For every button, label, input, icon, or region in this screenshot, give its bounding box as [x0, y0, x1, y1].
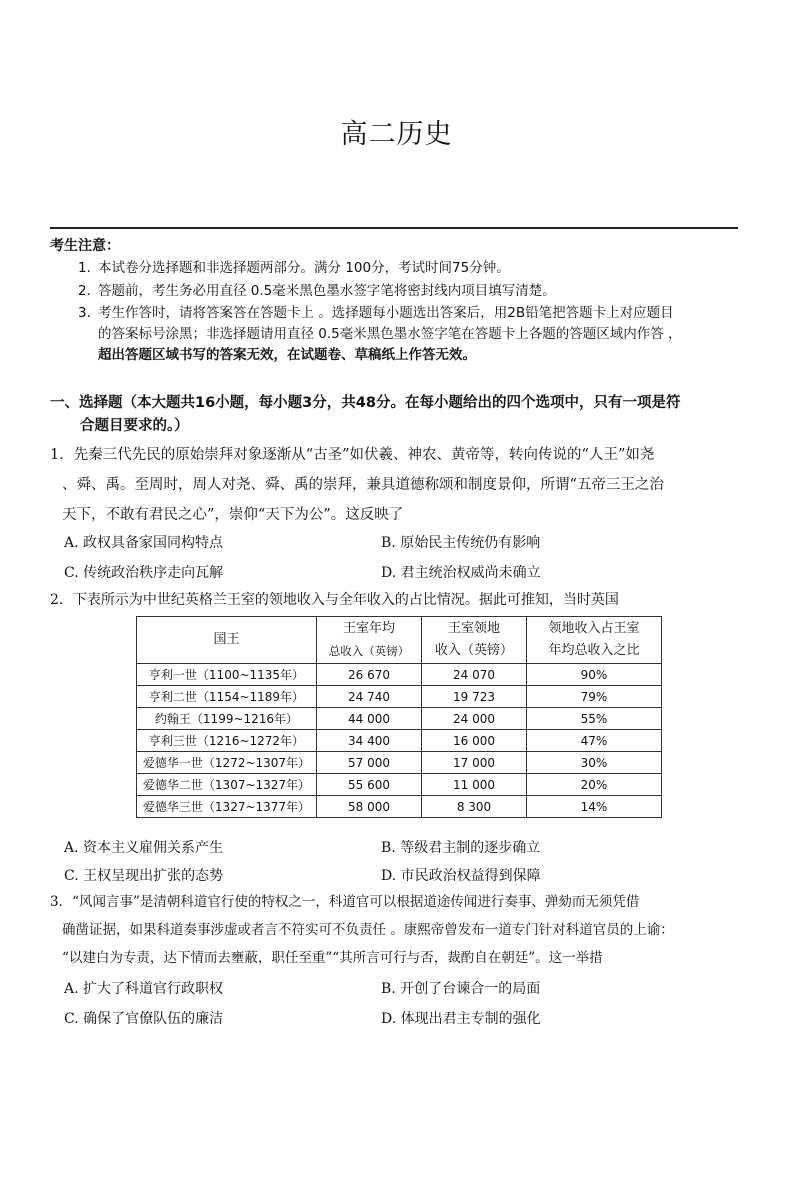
notice-num: 2． [78, 283, 101, 299]
cell-domain: 8 300 [422, 796, 527, 818]
cell-ratio: 90% [527, 664, 662, 686]
cell-king: 亨利一世（1100~1135年） [137, 664, 317, 686]
header-text: 总收入（英镑） [328, 643, 410, 658]
q2-line-1: 2．下表所示为中世纪英格兰王室的领地收入与全年收入的占比情况。据此可推知，当时英国 [50, 592, 619, 608]
notice-item-1 [78, 258, 743, 279]
q2-option-b[interactable]: B. 等级君主制的逐步确立 [381, 840, 541, 856]
cell-total: 26 670 [317, 664, 422, 686]
cell-total: 57 000 [317, 752, 422, 774]
q3-line-3: “以建白为专责，达下情而去壅蔽，职任至重”“其所言可行与否，裁酌自在朝廷”。这一举措 [62, 950, 603, 966]
cell-ratio: 30% [527, 752, 662, 774]
cell-king: 亨利二世（1154~1189年） [137, 686, 317, 708]
section-line-1: 一、选择题（本大题共16小题，每小题3分，共48分。在每小题给出的四个选项中，只有一项是符 [50, 395, 681, 411]
q3-option-d[interactable]: D. 体现出君主专制的强化 [381, 1011, 541, 1027]
question-2-stem [50, 585, 750, 615]
cell-domain: 16 000 [422, 730, 527, 752]
cell-ratio: 47% [527, 730, 662, 752]
cell-king: 爱德华三世（1327~1377年） [137, 796, 317, 818]
cell-total: 55 600 [317, 774, 422, 796]
table-row [137, 686, 662, 708]
q2-option-c[interactable]: C. 王权呈现出扩张的态势 [64, 868, 224, 884]
cell-ratio: 79% [527, 686, 662, 708]
col-header-domain [422, 617, 527, 664]
notice-item-3 [78, 303, 743, 366]
cell-total: 34 400 [317, 730, 422, 752]
cell-domain: 19 723 [422, 686, 527, 708]
col-header-ratio [527, 617, 662, 664]
cell-total: 58 000 [317, 796, 422, 818]
table-row [137, 796, 662, 818]
q3-line-1: 3．“风闻言事”是清朝科道官行使的特权之一，科道官可以根据道途传闻进行奏事、弹劾而无须凭借 [50, 894, 640, 910]
header-text: 王室领地 [447, 621, 500, 636]
cell-ratio: 20% [527, 774, 662, 796]
section-line-2: 合题目要求的。） [80, 418, 189, 434]
q2-option-d[interactable]: D. 市民政治权益得到保障 [381, 868, 541, 884]
q1-line-2: 、舜、禹。至周时，周人对尧、舜、禹的崇拜，兼具道德称颂和制度景仰，所谓“五帝三王之治 [62, 477, 664, 493]
q1-option-b[interactable]: B. 原始民主传统仍有影响 [381, 535, 541, 551]
notice-num: 1． [78, 260, 101, 276]
table-row [137, 730, 662, 752]
q1-line-3: 天下，不敢有君民之心”，崇仰“天下为公”。这反映了 [62, 507, 404, 523]
q3-line-2: 确凿证据，如果科道奏事涉虚或者言不符实可不负责任 。康熙帝曾发布一道专门针对科道官员的上谕： [62, 922, 674, 938]
notice-text: 本试卷分选择题和非选择题两部分。满分 100分，考试时间75分钟。 [98, 260, 510, 276]
cell-ratio: 14% [527, 796, 662, 818]
cell-domain: 24 000 [422, 708, 527, 730]
notice-heading: 考生注意： [50, 238, 120, 254]
col-header-king [137, 617, 317, 664]
q1-line-1: 1．先秦三代先民的原始崇拜对象逐渐从“古圣”如伏羲、神农、黄帝等，转向传说的“人王”如尧 [50, 447, 655, 463]
cell-king: 爱德华二世（1307~1327年） [137, 774, 317, 796]
revenue-table [136, 616, 662, 818]
q2-option-a[interactable]: A. 资本主义雇佣关系产生 [64, 840, 224, 856]
page-title: 高二历史 [340, 119, 453, 150]
notice-text: 考生作答时，请将答案答在答题卡上 。选择题每小题选出答案后，用2B铅笔把答题卡上对应题目 [98, 305, 674, 321]
cell-total: 24 740 [317, 686, 422, 708]
cell-total: 44 000 [317, 708, 422, 730]
notice-text-emphasis: 超出答题区域书写的答案无效，在试题卷、草稿纸上作答无效。 [98, 347, 476, 363]
question-3-stem [50, 888, 750, 972]
table-header-row [137, 617, 662, 664]
q1-option-a[interactable]: A. 政权具备家国同构特点 [64, 535, 224, 551]
cell-domain: 17 000 [422, 752, 527, 774]
notice-text-cont: 的答案标号涂黑；非选择题请用直径 0.5毫米黑色墨水签字笔在答题卡上各题的答题区域内作答 ， [98, 326, 682, 342]
cell-domain: 24 070 [422, 664, 527, 686]
table-row [137, 664, 662, 686]
section-heading [50, 392, 745, 438]
cell-king: 亨利三世（1216~1272年） [137, 730, 317, 752]
notice-item-2 [78, 281, 743, 302]
cell-domain: 11 000 [422, 774, 527, 796]
header-text: 收入（英镑） [434, 643, 513, 658]
header-text: 领地收入占王室 [548, 621, 640, 636]
header-text: 王室年均 [342, 620, 395, 636]
q3-option-b[interactable]: B. 开创了台谏合一的局面 [381, 981, 541, 997]
table-row [137, 774, 662, 796]
table-row [137, 752, 662, 774]
table-row [137, 708, 662, 730]
notice-num: 3． [78, 305, 101, 321]
cell-king: 约翰王（1199~1216年） [137, 708, 317, 730]
q1-option-d[interactable]: D. 君主统治权威尚未确立 [381, 565, 541, 581]
col-header-total [317, 617, 422, 664]
header-text: 国王 [213, 632, 240, 647]
header-text: 年均总收入之比 [548, 643, 640, 658]
notice-text: 答题前，考生务必用直径 0.5毫米黑色墨水签字笔将密封线内项目填写清楚。 [98, 283, 556, 299]
cell-ratio: 55% [527, 708, 662, 730]
q3-option-a[interactable]: A. 扩大了科道官行政职权 [64, 981, 224, 997]
q3-option-c[interactable]: C. 确保了官僚队伍的廉洁 [64, 1011, 224, 1027]
question-1-stem [50, 440, 750, 530]
cell-king: 爱德华一世（1272~1307年） [137, 752, 317, 774]
q1-option-c[interactable]: C. 传统政治秩序走向瓦解 [64, 565, 224, 581]
header-divider [50, 227, 738, 229]
